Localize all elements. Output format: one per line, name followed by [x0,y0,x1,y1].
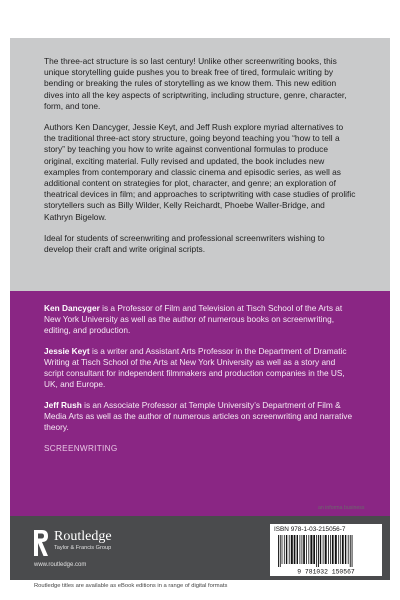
description-paragraph-3: Ideal for students of screenwriting and professional screenwriters wishing to develop their craft and write original scripts. [44,232,325,255]
barcode-bar [302,535,303,564]
barcode-bar [348,535,349,564]
author-bio-text: is a Professor of Film and Television at Tisch School of the Arts at New York University as well as the author of numerous books on screenwriting, editing, and production. [44,303,343,335]
barcode-bar [350,535,351,567]
author-bios-panel [10,291,390,516]
author-name: Jeff Rush [44,400,82,410]
barcode-bar [278,535,279,567]
barcode-bar [280,535,281,567]
barcode-bar [318,535,319,567]
barcode-bar [320,535,321,564]
barcode-bar [294,535,296,564]
barcode-number: 9 781032 150567 [297,568,355,575]
barcode-bar [289,535,290,564]
barcode-bar [286,535,287,564]
barcode-bar [297,535,298,564]
author-name: Jessie Keyt [44,346,90,356]
barcode-bar [328,535,329,564]
barcode-bar [338,535,339,564]
barcode-bar [332,535,334,564]
barcode-bar [330,535,331,564]
barcode-bar [345,535,346,564]
barcode-bar [284,535,285,564]
barcode-bar [316,535,317,567]
barcode-bar [300,535,301,564]
barcode-bar [325,535,327,564]
barcode-bar [306,535,307,564]
isbn-barcode-box [270,524,382,576]
author-bio [44,346,356,390]
publisher-name: Routledge [54,529,112,544]
publisher-url[interactable]: www.routledge.com [34,562,87,568]
barcode-bar [291,535,293,564]
description-panel [10,38,390,291]
description-paragraph-1: The three-act structure is so last century! Unlike other screenwriting books, this unique storytelling guide pushes you to break free of tired, formulaic writing by bending or breaking the rules of storytelling as we know them. This new edition dives into all the key aspects of scriptwriting, including structure, genre, character, form, and tone. [44,56,347,111]
subject-category: SCREENWRITING [44,444,118,453]
barcode-bar [323,535,324,564]
informa-business-tag: an informa business [318,505,365,511]
barcode-bar [342,535,344,564]
description-paragraph-2: Authors Ken Dancyger, Jessie Keyt, and Jeff Rush explore myriad alternatives to the traditional three-act story structure, going beyond teaching you “how to tell a story” by teaching you how to write against conventional formulas to produce original, exciting material. Fully revised and updated, the book includes new examples from contemporary and classic cinema and episodic series, as well as additional content on strategies for plot, character, and genre; an exploration of theatrical devices in film; and approaches to scriptwriting with case studies of prolific storytellers such as Billy Wilder, Kelly Reichardt, Phoebe Waller-Bridge, and Kathryn Bigelow. [44,122,356,222]
author-bio [44,303,356,336]
barcode-icon [274,535,378,575]
barcode-bar [340,535,341,564]
barcode-bar [335,535,337,564]
author-bio-text: is an Associate Professor at Temple University’s Department of Film & Media Arts as well as the author of numerous articles on screenwriting and narrative theory. [44,400,353,432]
barcode-bar [308,535,309,564]
routledge-r-logo-icon [34,530,48,556]
author-name: Ken Dancyger [44,303,100,313]
publisher-group: Taylor & Francis Group [54,545,112,551]
barcode-bar [310,535,312,564]
author-bio-text: is a writer and Assistant Arts Professor in the Department of Dramatic Writing at Tisch School of the Arts at New York University as well as a story and script consultant for independent filmmakers and production companies in the US, UK, and Europe. [44,346,347,389]
author-bio [44,400,356,433]
barcode-bar [282,535,283,564]
barcode-bar [303,535,305,564]
ebook-availability-note: Routledge titles are available as eBook editions in a range of digital formats [34,583,228,589]
barcode-bar [313,535,315,564]
isbn-label: ISBN 978-1-03-215056-7 [274,526,346,533]
barcode-bar [352,535,353,567]
